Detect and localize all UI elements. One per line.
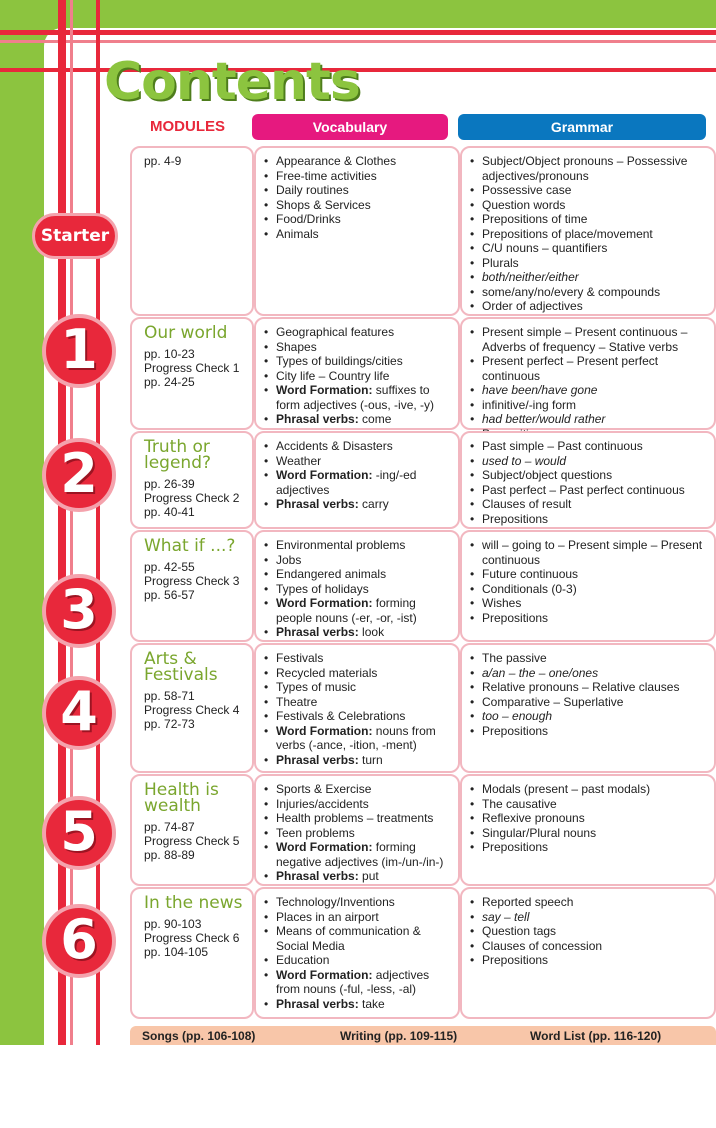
grammar-cell: [460, 317, 716, 430]
rows-3-vocabulary-item: • Jobs: [264, 553, 452, 568]
header-modules: MODULES: [150, 118, 225, 135]
grammar-cell: [460, 530, 716, 642]
module-title: Arts & Festivals: [144, 649, 218, 685]
rows-2-grammar-item: • Prepositions: [470, 512, 708, 527]
rows-4-grammar-item: • Prepositions: [470, 724, 708, 739]
module-row: [130, 530, 716, 642]
rows-3-grammar-item: • Future continuous: [470, 567, 708, 582]
rows-6-vocabulary-item: • Word Formation: adjectives from nouns (-ful, -less, -al): [264, 968, 452, 997]
grammar-cell: [460, 887, 716, 1019]
rows-0-vocabulary-item: • Daily routines: [264, 183, 452, 198]
rows-1-grammar-item: • have been/have gone: [470, 383, 708, 398]
module-page-ref: pp. 24-25: [144, 375, 195, 389]
module-number-badge: 1: [42, 314, 116, 388]
module-page-ref: pp. 4-9: [144, 154, 182, 168]
rows-6-vocabulary-item: • Phrasal verbs: take: [264, 997, 452, 1012]
rows-0-grammar-item: • Plurals: [470, 256, 708, 271]
rows-1-vocabulary-item: • Shapes: [264, 340, 452, 355]
module-page-ref: Progress Check 5: [144, 834, 240, 848]
module-number-badge: 6: [42, 904, 116, 978]
module-page-ref: Progress Check 6: [144, 931, 240, 945]
module-page-ref: pp. 58-71: [144, 689, 195, 703]
rows-0-grammar-item: • Prepositions of time: [470, 212, 708, 227]
module-page-ref: pp. 40-41: [144, 505, 195, 519]
module-cell: [130, 146, 254, 316]
rows-1-vocabulary-item: • Geographical features: [264, 325, 452, 340]
rows-0-grammar-item: • Prepositions of place/movement: [470, 227, 708, 242]
rows-5-grammar-item: • Prepositions: [470, 840, 708, 855]
rows-1-vocabulary-item: • City life – Country life: [264, 369, 452, 384]
page-title: Contents: [104, 52, 360, 112]
module-number-badge: 2: [42, 438, 116, 512]
module-page-ref: pp. 74-87: [144, 820, 195, 834]
rows-6-vocabulary-item: • Places in an airport: [264, 910, 452, 925]
rows-2-vocabulary-item: • Phrasal verbs: carry: [264, 497, 452, 512]
rows-0-vocabulary-list: [256, 148, 458, 241]
rows-3-vocabulary-list: [256, 532, 458, 640]
rows-4-grammar-item: • too – enough: [470, 709, 708, 724]
rows-3-grammar-item: • Wishes: [470, 596, 708, 611]
rows-5-vocabulary-item: • Sports & Exercise: [264, 782, 452, 797]
rows-1-vocabulary-item: • Word Formation: suffixes to form adjectives (-ous, -ive, -y): [264, 383, 452, 412]
rows-4-grammar-item: • The passive: [470, 651, 708, 666]
rows-0-grammar-item: • both/neither/either: [470, 270, 708, 285]
vocabulary-cell: [254, 146, 460, 316]
rows-0-grammar-list: [462, 148, 714, 314]
rows-2-vocabulary-item: • Word Formation: -ing/-ed adjectives: [264, 468, 452, 497]
rows-4-vocabulary-item: • Recycled materials: [264, 666, 452, 681]
module-page-ref: pp. 90-103: [144, 917, 202, 931]
rows-3-vocabulary-item: • Environmental problems: [264, 538, 452, 553]
module-row: [130, 146, 716, 316]
rows-6-grammar-item: • Reported speech: [470, 895, 708, 910]
ribbon-vertical-3: [96, 0, 100, 1045]
module-cell: [130, 887, 254, 1019]
rows-4-grammar-item: • Relative pronouns – Relative clauses: [470, 680, 708, 695]
module-row: [130, 643, 716, 773]
rows-6-vocabulary-item: • Education: [264, 953, 452, 968]
grammar-cell: [460, 146, 716, 316]
module-page-ref: pp. 56-57: [144, 588, 195, 602]
module-cell: [130, 774, 254, 886]
rows-1-grammar-item: • had better/would rather: [470, 412, 708, 427]
rows-1-grammar-item: • infinitive/-ing form: [470, 398, 708, 413]
module-page-ref: pp. 104-105: [144, 945, 209, 959]
vocabulary-cell: [254, 431, 460, 529]
rows-5-grammar-item: • Modals (present – past modals): [470, 782, 708, 797]
rows-2-grammar-item: • Past perfect – Past perfect continuous: [470, 483, 708, 498]
rows-5-grammar-list: [462, 776, 714, 855]
module-page-ref: Progress Check 4: [144, 703, 240, 717]
rows-5-grammar-item: • Singular/Plural nouns: [470, 826, 708, 841]
rows-1-vocabulary-list: [256, 319, 458, 427]
rows-3-grammar-item: • Conditionals (0-3): [470, 582, 708, 597]
rows-5-vocabulary-item: • Teen problems: [264, 826, 452, 841]
footer-writing[interactable]: Writing (pp. 109-115): [340, 1029, 458, 1043]
ribbon-vertical-2: [70, 0, 73, 1045]
module-cell: [130, 317, 254, 430]
rows-6-grammar-item: • Prepositions: [470, 953, 708, 968]
rows-4-vocabulary-list: [256, 645, 458, 767]
rows-2-vocabulary-item: • Accidents & Disasters: [264, 439, 452, 454]
rows-1-grammar-item: • Present simple – Present continuous – Adverbs of frequency – Stative verbs: [470, 325, 708, 354]
module-page-ref: pp. 88-89: [144, 848, 195, 862]
module-pages: [144, 689, 239, 731]
module-title: Our world: [144, 323, 228, 343]
rows-3-vocabulary-item: • Types of holidays: [264, 582, 452, 597]
rows-6-grammar-item: • Clauses of concession: [470, 939, 708, 954]
rows-6-grammar-item: • Question tags: [470, 924, 708, 939]
module-number-badge: 5: [42, 796, 116, 870]
module-page-ref: Progress Check 1: [144, 361, 240, 375]
rows-0-vocabulary-item: • Free-time activities: [264, 169, 452, 184]
rows-2-grammar-list: [462, 433, 714, 526]
rows-0-vocabulary-item: • Food/Drinks: [264, 212, 452, 227]
module-title: Health is wealth: [144, 780, 219, 816]
rows-3-vocabulary-item: • Endangered animals: [264, 567, 452, 582]
vocabulary-cell: [254, 643, 460, 773]
module-page-ref: pp. 10-23: [144, 347, 195, 361]
module-row: [130, 317, 716, 430]
rows-6-vocabulary-item: • Means of communication & Social Media: [264, 924, 452, 953]
rows-5-grammar-item: • Reflexive pronouns: [470, 811, 708, 826]
rows-1-grammar-list: [462, 319, 714, 441]
module-number-badge: 4: [42, 676, 116, 750]
module-pages: [144, 154, 181, 168]
footer-songs[interactable]: Songs (pp. 106-108): [142, 1029, 256, 1043]
rows-3-grammar-item: • will – going to – Present simple – Present continuous: [470, 538, 708, 567]
module-page-ref: pp. 26-39: [144, 477, 195, 491]
rows-4-vocabulary-item: • Festivals: [264, 651, 452, 666]
rows-2-grammar-item: • Past simple – Past continuous: [470, 439, 708, 454]
rows-5-grammar-item: • The causative: [470, 797, 708, 812]
rows-0-grammar-item: • Order of adjectives: [470, 299, 708, 314]
rows-6-grammar-item: • say – tell: [470, 910, 708, 925]
rows-1-vocabulary-item: • Phrasal verbs: come: [264, 412, 452, 427]
rows-6-vocabulary-item: • Technology/Inventions: [264, 895, 452, 910]
module-row: [130, 431, 716, 529]
rows-3-vocabulary-item: • Word Formation: forming people nouns (-er, -or, -ist): [264, 596, 452, 625]
rows-5-vocabulary-item: • Health problems – treatments: [264, 811, 452, 826]
module-page-ref: Progress Check 2: [144, 491, 240, 505]
module-row: [130, 774, 716, 886]
module-pages: [144, 477, 239, 519]
module-cell: [130, 530, 254, 642]
vocabulary-cell: [254, 887, 460, 1019]
rows-0-vocabulary-item: • Appearance & Clothes: [264, 154, 452, 169]
module-number-badge: 3: [42, 574, 116, 648]
rows-6-vocabulary-list: [256, 889, 458, 1011]
module-row: [130, 887, 716, 1019]
ribbon-horizontal-2: [0, 40, 716, 43]
rows-4-vocabulary-item: • Word Formation: nouns from verbs (-ance, -ition, -ment): [264, 724, 452, 753]
rows-4-grammar-item: • Comparative – Superlative: [470, 695, 708, 710]
rows-4-vocabulary-item: • Theatre: [264, 695, 452, 710]
rows-5-vocabulary-item: • Injuries/accidents: [264, 797, 452, 812]
rows-6-grammar-list: [462, 889, 714, 968]
rows-5-vocabulary-item: • Phrasal verbs: put: [264, 869, 452, 884]
footer-wordlist[interactable]: Word List (pp. 116-120): [530, 1029, 662, 1043]
starter-badge: Starter: [32, 213, 118, 259]
footer-bar: [130, 1026, 716, 1045]
module-page-ref: Progress Check 3: [144, 574, 240, 588]
module-title: In the news: [144, 893, 243, 913]
module-cell: [130, 643, 254, 773]
rows-0-grammar-item: • C/U nouns – quantifiers: [470, 241, 708, 256]
header-grammar: Grammar: [458, 114, 706, 140]
ribbon-vertical-1: [58, 0, 66, 1045]
rows-2-grammar-item: • Clauses of result: [470, 497, 708, 512]
rows-0-grammar-item: • Question words: [470, 198, 708, 213]
rows-3-vocabulary-item: • Phrasal verbs: look: [264, 625, 452, 640]
rows-4-grammar-item: • a/an – the – one/ones: [470, 666, 708, 681]
rows-5-vocabulary-list: [256, 776, 458, 884]
ribbon-horizontal-1: [0, 30, 716, 35]
rows-5-vocabulary-item: • Word Formation: forming negative adjectives (im-/un-/in-): [264, 840, 452, 869]
rows-4-vocabulary-item: • Festivals & Celebrations: [264, 709, 452, 724]
rows-2-grammar-item: • used to – would: [470, 454, 708, 469]
grammar-cell: [460, 431, 716, 529]
module-page-ref: pp. 72-73: [144, 717, 195, 731]
module-cell: [130, 431, 254, 529]
rows-1-grammar-item: • Present perfect – Present perfect continuous: [470, 354, 708, 383]
module-page-ref: pp. 42-55: [144, 560, 195, 574]
rows-2-vocabulary-list: [256, 433, 458, 512]
rows-4-vocabulary-item: • Types of music: [264, 680, 452, 695]
module-pages: [144, 917, 239, 959]
vocabulary-cell: [254, 317, 460, 430]
rows-3-grammar-list: [462, 532, 714, 625]
module-pages: [144, 560, 239, 602]
rows-4-grammar-list: [462, 645, 714, 738]
rows-2-vocabulary-item: • Weather: [264, 454, 452, 469]
module-pages: [144, 820, 239, 862]
rows-2-grammar-item: • Subject/object questions: [470, 468, 708, 483]
module-title: What if ...?: [144, 536, 236, 556]
module-pages: [144, 347, 239, 389]
vocabulary-cell: [254, 530, 460, 642]
rows-0-grammar-item: • Subject/Object pronouns – Possessive adjectives/pronouns: [470, 154, 708, 183]
grammar-cell: [460, 643, 716, 773]
grammar-cell: [460, 774, 716, 886]
rows-0-grammar-item: • Possessive case: [470, 183, 708, 198]
rows-0-grammar-item: • some/any/no/every & compounds: [470, 285, 708, 300]
header-vocabulary: Vocabulary: [252, 114, 448, 140]
rows-3-grammar-item: • Prepositions: [470, 611, 708, 626]
rows-4-vocabulary-item: • Phrasal verbs: turn: [264, 753, 452, 768]
rows-0-vocabulary-item: • Animals: [264, 227, 452, 242]
rows-0-vocabulary-item: • Shops & Services: [264, 198, 452, 213]
vocabulary-cell: [254, 774, 460, 886]
rows-1-vocabulary-item: • Types of buildings/cities: [264, 354, 452, 369]
module-title: Truth or legend?: [144, 437, 212, 473]
